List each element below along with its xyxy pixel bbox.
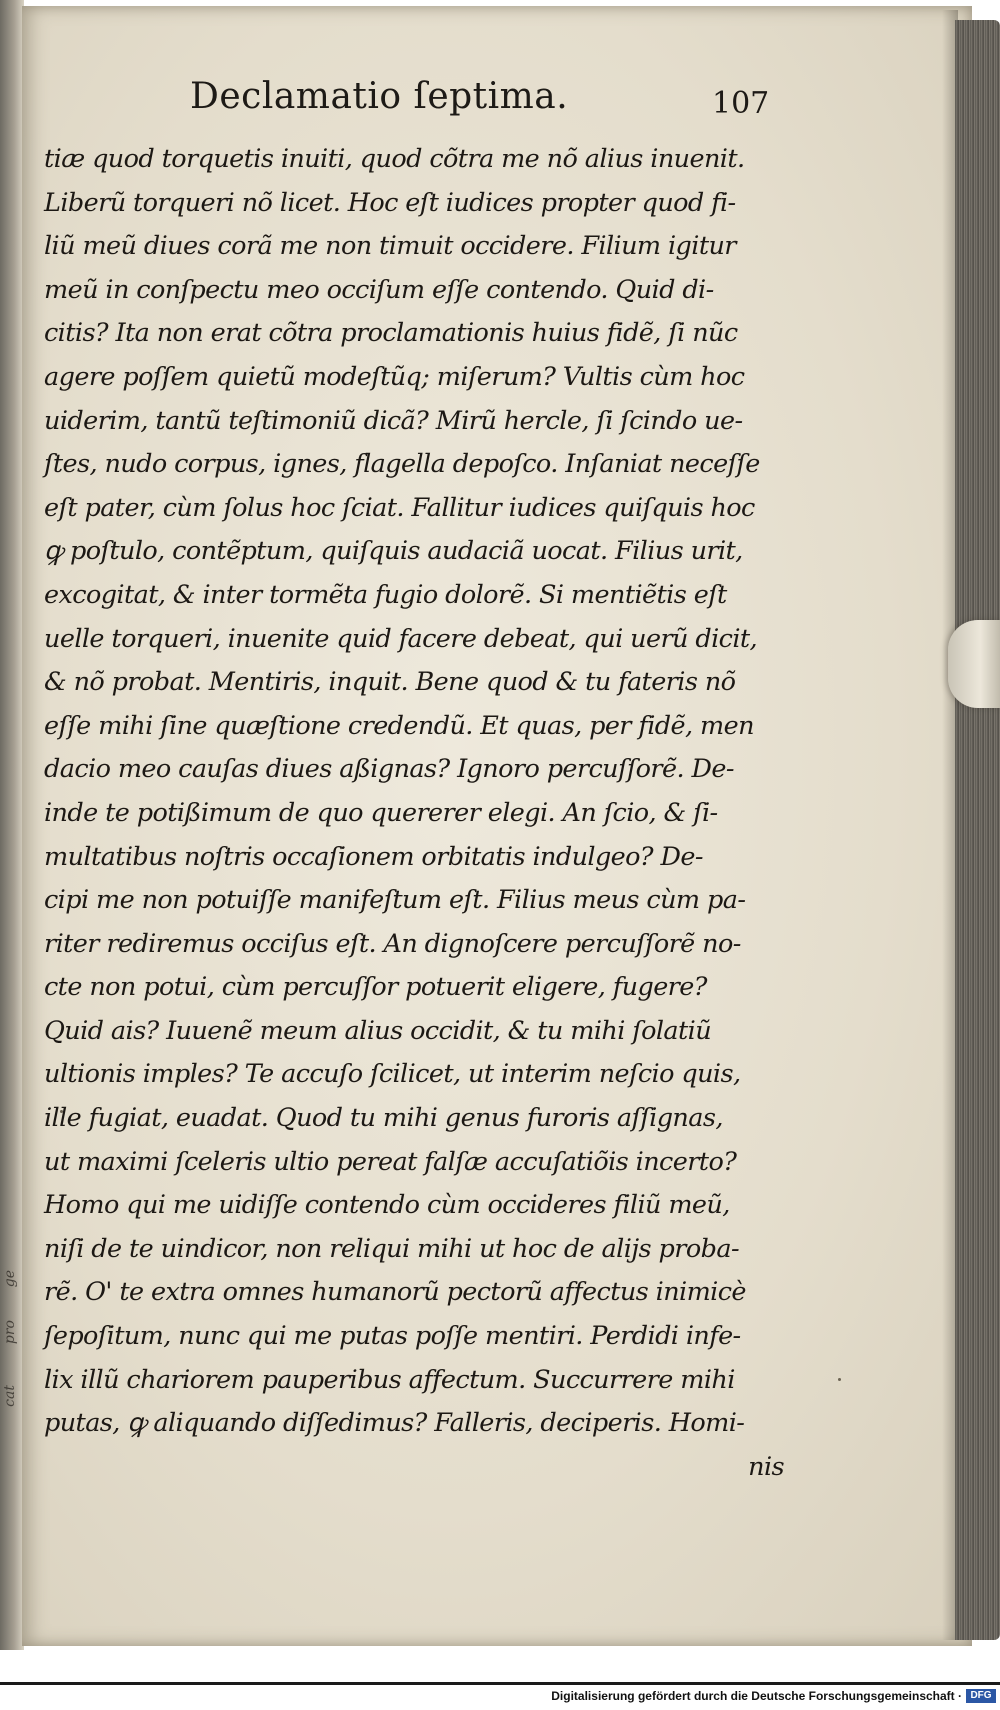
text-line: rẽ. O' te extra omnes humanorũ pectorũ affectus inimicè xyxy=(44,1277,746,1308)
digitization-footer xyxy=(0,1682,1000,1710)
text-line: ultionis imples? Te accuſo ſcilicet, ut interim neſcio quis, xyxy=(44,1059,741,1090)
text-line: Quid ais? Iuuenẽ meum alius occidit, & tu mihi ſolatiũ xyxy=(44,1015,712,1046)
text-line: citis? Ita non erat cõtra proclamationis huius fidẽ, ſi nũc xyxy=(44,318,738,349)
text-line: liũ meũ diues corã me non timuit occidere. Filium igitur xyxy=(44,231,736,262)
text-line: ꝙ poſtulo, contẽptum, quiſquis audaciã uocat. Filius urit, xyxy=(44,536,743,567)
text-line: cipi me non potuiſſe manifeſtum eſt. Filius meus cùm pa- xyxy=(44,885,746,916)
gutter-fragment: cat xyxy=(2,1385,18,1407)
text-line: tiæ quod torquetis inuiti, quod cõtra me nõ alius inuenit. xyxy=(44,144,745,174)
page-stack-edge xyxy=(955,20,1000,1640)
text-line: dacio meo cauſas diues aßignas? Ignoro percuſſorẽ. De- xyxy=(44,754,734,785)
footer-credit: Digitalisierung gefördert durch die Deutsche Forschungsgemeinschaft · xyxy=(551,1689,962,1703)
gutter-fragment: ge xyxy=(2,1270,18,1288)
text-line: meũ in conſpectu meo occiſum eſſe contendo. Quid di- xyxy=(44,274,714,305)
text-line: niſi de te uindicor, non reliqui mihi ut hoc de alijs proba- xyxy=(44,1233,739,1264)
text-line: putas, ꝙ aliquando diſſedimus? Falleris, deciperis. Homi- xyxy=(44,1408,745,1439)
body-text xyxy=(44,138,804,1489)
text-line: eſt pater, cùm ſolus hoc ſciat. Fallitur iudices quiſquis hoc xyxy=(44,492,755,523)
text-line: excogitat, & inter tormẽta fugio dolorẽ. Si mentiẽtis eſt xyxy=(44,579,727,610)
text-line: ſepoſitum, nunc qui me putas poſſe mentiri. Perdidi infe- xyxy=(44,1321,741,1352)
page-number: 107 xyxy=(712,86,770,121)
text-line: uiderim, tantũ teſtimoniũ dicã? Mirũ hercle, ſi ſcindo ue- xyxy=(44,405,743,436)
text-line: lix illũ chariorem pauperibus affectum. Succurrere mihi xyxy=(44,1364,735,1395)
text-line: agere poſſem quietũ modeſtũq; miſerum? Vultis cùm hoc xyxy=(44,361,745,392)
text-line: ſtes, nudo corpus, ignes, flagella depoſco. Inſaniat neceſſe xyxy=(44,449,760,480)
text-line: Liberũ torqueri nõ licet. Hoc eſt iudices propter quod fi- xyxy=(44,187,736,218)
book-clasp xyxy=(948,620,1000,708)
text-line: uelle torqueri, inuenite quid facere debeat, qui uerũ dicit, xyxy=(44,623,758,654)
text-line: multatibus noſtris occaſionem orbitatis indulgeo? De- xyxy=(44,841,703,872)
running-head: Declamatio ſeptima. xyxy=(190,76,569,117)
dfg-logo: DFG xyxy=(966,1689,996,1703)
text-line: riter rediremus occiſus eſt. An dignoſcere percuſſorẽ no- xyxy=(44,928,741,959)
text-line: inde te potißimum de quo quererer elegi. An ſcio, & ſi- xyxy=(44,797,718,828)
left-book-gutter xyxy=(0,0,24,1650)
catchword: nis xyxy=(748,1451,784,1482)
gutter-fragment: pro xyxy=(2,1320,18,1345)
text-line: eſſe mihi ſine quæſtione credendũ. Et quas, per fidẽ, men xyxy=(44,710,754,741)
text-line: Homo qui me uidiſſe contendo cùm occideres filiũ meũ, xyxy=(44,1190,730,1221)
text-line: cte non potui, cùm percuſſor potuerit eligere, fugere? xyxy=(44,972,707,1003)
paper-speck xyxy=(838,1378,841,1381)
text-line: & nõ probat. Mentiris, inquit. Bene quod & tu fateris nõ xyxy=(44,667,736,698)
text-line: ut maximi ſceleris ultio pereat falſæ accuſatiõis incerto? xyxy=(44,1146,737,1177)
text-line: ille fugiat, euadat. Quod tu mihi genus furoris aſſignas, xyxy=(44,1103,723,1134)
